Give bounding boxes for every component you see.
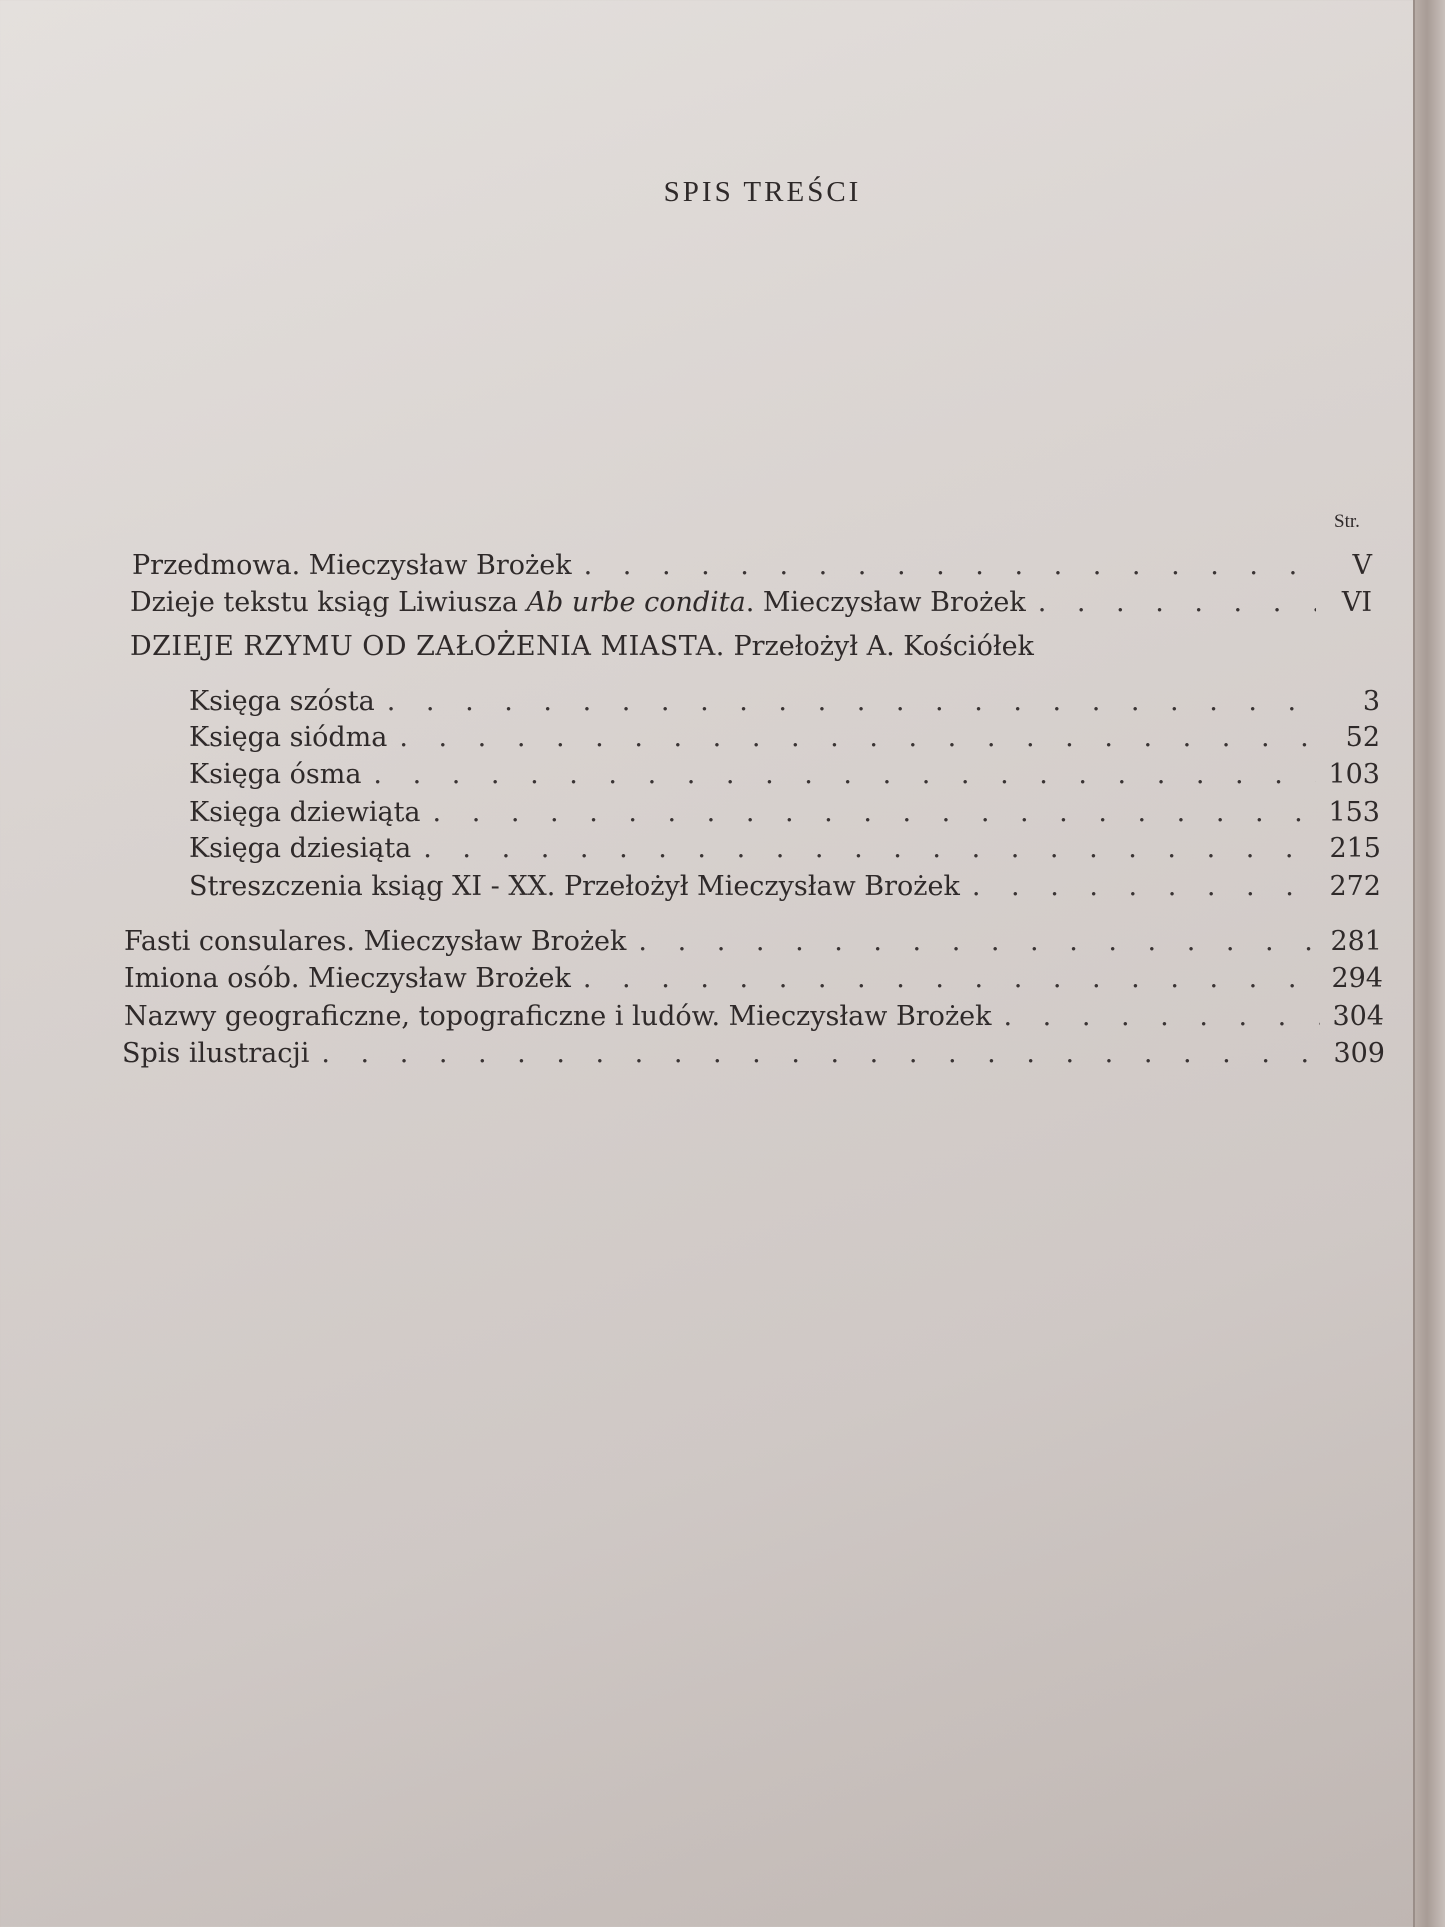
toc-entry-book-10 [189, 832, 1381, 866]
dot-leader [387, 685, 1324, 719]
dot-leader [423, 832, 1317, 866]
toc-entry-summaries [189, 870, 1381, 904]
dot-leader [1038, 586, 1316, 620]
dot-leader [583, 962, 1320, 996]
toc-entry-page: 309 [1333, 1038, 1385, 1069]
toc-entry-page: 3 [1362, 686, 1380, 717]
toc-entry-page: 215 [1329, 833, 1381, 864]
toc-entry-illustrations [122, 1037, 1385, 1071]
toc-entry-title: Streszczenia ksiąg XI - XX. Przełożył Mieczysław Brożek [189, 871, 960, 902]
toc-entry-page: 52 [1345, 722, 1380, 753]
toc-entry-preface [132, 549, 1372, 583]
toc-entry-page: 103 [1328, 759, 1380, 790]
dot-leader [638, 925, 1318, 959]
section-heading-translator: Przełożył A. Kościółek [733, 631, 1034, 662]
dot-leader [373, 758, 1316, 792]
toc-entry-book-7 [189, 721, 1380, 755]
dot-leader [433, 796, 1317, 830]
toc-entry-title: Księga ósma [189, 759, 362, 790]
toc-entry-title: Księga dziesiąta [189, 833, 412, 864]
toc-entry-title-part: Dzieje tekstu ksiąg Liwiusza [130, 587, 527, 618]
toc-entry-title: Imiona osób. Mieczysław Brożek [124, 963, 571, 994]
toc-entry-page: VI [1341, 587, 1372, 618]
toc-entry-book-9 [189, 796, 1380, 830]
toc-entry-book-8 [189, 758, 1380, 792]
dot-leader [399, 721, 1324, 755]
section-heading [130, 630, 1034, 664]
dot-leader [321, 1037, 1321, 1071]
toc-entry-book-6 [189, 685, 1380, 719]
toc-entry-title: Księga szósta [189, 686, 375, 717]
toc-entry-page: 304 [1332, 1001, 1384, 1032]
toc-entry-title: Nazwy geograficzne, topograficzne i ludów. Mieczysław Brożek [124, 1001, 992, 1032]
toc-entry-title-italic: Ab urbe condita [526, 587, 746, 618]
toc-entry-title: Przedmowa. Mieczysław Brożek [132, 550, 572, 581]
toc-entry-page: 153 [1328, 797, 1380, 828]
toc-entry-page: 272 [1329, 871, 1381, 902]
toc-entry-title: Fasti consulares. Mieczysław Brożek [124, 926, 627, 957]
dot-leader [972, 870, 1318, 904]
toc-entry-title: Księga siódma [189, 722, 388, 753]
toc-entry-names [124, 962, 1383, 996]
page-column-label: Str. [1334, 511, 1360, 532]
toc-entry-title: Spis ilustracji [122, 1038, 310, 1069]
toc-entry-page: 294 [1331, 963, 1383, 994]
toc-entry-page: 281 [1330, 926, 1382, 957]
toc-entry-title: Księga dziewiąta [189, 797, 421, 828]
section-heading-title: DZIEJE RZYMU OD ZAŁOŻENIA MIASTA. [130, 631, 725, 662]
toc-entry-page: V [1352, 550, 1372, 581]
page-edge [1413, 0, 1445, 1927]
toc-entry-text-history [130, 586, 1372, 620]
dot-leader [584, 549, 1316, 583]
dot-leader [1004, 1000, 1321, 1034]
toc-entry-title [130, 586, 1026, 620]
toc-entry-title-part: . Mieczysław Brożek [745, 587, 1026, 618]
page-title: SPIS TREŚCI [663, 176, 862, 208]
toc-entry-fasti [124, 925, 1382, 959]
toc-entry-geography [124, 1000, 1384, 1034]
